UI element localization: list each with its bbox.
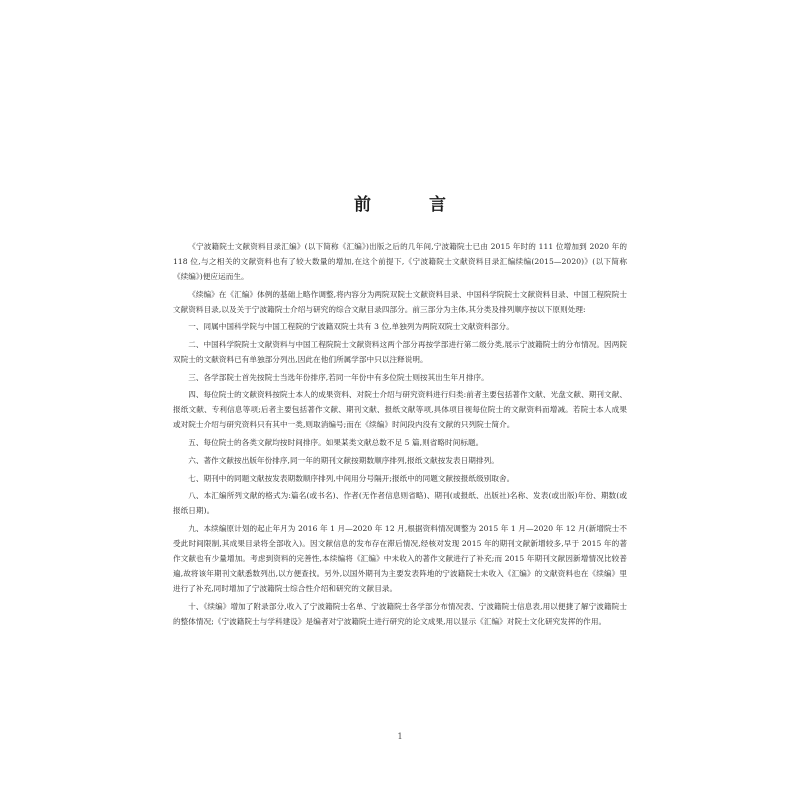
paragraph-structure: 《续编》在《汇编》体例的基础上略作调整,将内容分为两院双院士文献资料目录、中国科学院院士文献资料目录、中国工程院院士文献资料目录,以及关于宁波籍院士介绍与研究的综合文献目录四部分。前三部分为主体,其分类及排列顺序按以下原则处理: [173, 289, 627, 314]
preface-body [173, 239, 627, 631]
paragraph-rule-5: 五、每位院士的各类文献均按时间排序。如果某类文献总数不足 5 篇,则省略时间标题。 [188, 438, 484, 448]
paragraph-rule-10: 十、《续编》增加了附录部分,收入了宁波籍院士名单、宁波籍院士各学部分布情况表、宁波籍院士信息表,用以便捷了解宁波籍院士的整体情况;《宁波籍院士与学科建设》是编者对宁波籍院士进行研究的论文成果,用以显示《汇编》对院士文化研究发挥的作用。 [173, 601, 627, 626]
page-title: 前 言 [354, 195, 472, 215]
paragraph-rule-1: 一、同属中国科学院与中国工程院的宁波籍双院士共有 3 位,单独列为两院双院士文献资料部分。 [188, 322, 514, 332]
paragraph-intro: 《宁波籍院士文献资料目录汇编》(以下简称《汇编》)出版之后的几年间,宁波籍院士已由 2015 年时的 111 位增加到 2020 年的 118 位,与之相关的文献资料也有了较大数量的增加,在这个前提下,《宁波籍院士文献资料目录汇编续编(2015—2020)》(以下简称《续编》)便应运而生。 [173, 242, 627, 281]
paragraph-rule-9: 九、本续编原计划的起止年月为 2016 年 1 月—2020 年 12 月,根据资料情况调整为 2015 年 1 月—2020 年 12 月(新增院士不受此时间限制,其成果目录将全部收入)。因文献信息的发布存在滞后情况,经核对发现 2015 年的期刊文献新增较多,早于 2015 年的著作文献也有少量增加。考虑到资料的完善性,本续编将《汇编》中未收入的著作文献进行了补充;而 2015 年期刊文献因新增情况比较普遍,故将该年期刊文献悉数列出,以方便查找。另外,以国外期刊为主要发表阵地的宁波籍院士未收入《汇编》的文献资料也在《续编》里进行了补充,同时增加了宁波籍院士综合性介绍和研究的文献目录。 [173, 523, 627, 593]
paragraph-rule-8: 八、本汇编所列文献的格式为:篇名(或书名)、作者(无作者信息则省略)、期刊(或报纸、出版社)名称、发表(或出版)年份、期数(或报纸日期)。 [173, 491, 627, 516]
paragraph-rule-7: 七、期刊中的同题文献按发表期数顺序排列,中间用分号隔开;报纸中的同题文献按报纸级别取舍。 [188, 473, 515, 483]
paragraph-rule-3: 三、各学部院士首先按院士当选年份排序,若同一年份中有多位院士则按其出生年月排序。 [188, 372, 489, 382]
paragraph-rule-2: 二、中国科学院院士文献资料与中国工程院院士文献资料这两个部分再按学部进行第二级分类,展示宁波籍院士的分布情况。因两院双院士的文献资料已有单独部分列出,因此在他们所属学部中只以注释说明。 [173, 340, 627, 365]
paragraph-rule-4: 四、每位院士的文献资料按院士本人的成果资料、对院士介绍与研究资料进行归类:前者主要包括著作文献、光盘文献、期刊文献、报纸文献、专利信息等项;后者主要包括著作文献、期刊文献、报纸文献等项,具体项目视每位院士的文献资料而增减。若院士本人成果或对院士介绍与研究资料只有其中一类,则取消编号;而在《续编》时间段内没有文献的只列院士简介。 [173, 390, 627, 430]
page-number: 1 [397, 732, 403, 741]
paragraph-rule-6: 六、著作文献按出版年份排序,同一年的期刊文献按期数顺序排列,报纸文献按发表日期排列。 [188, 455, 499, 465]
